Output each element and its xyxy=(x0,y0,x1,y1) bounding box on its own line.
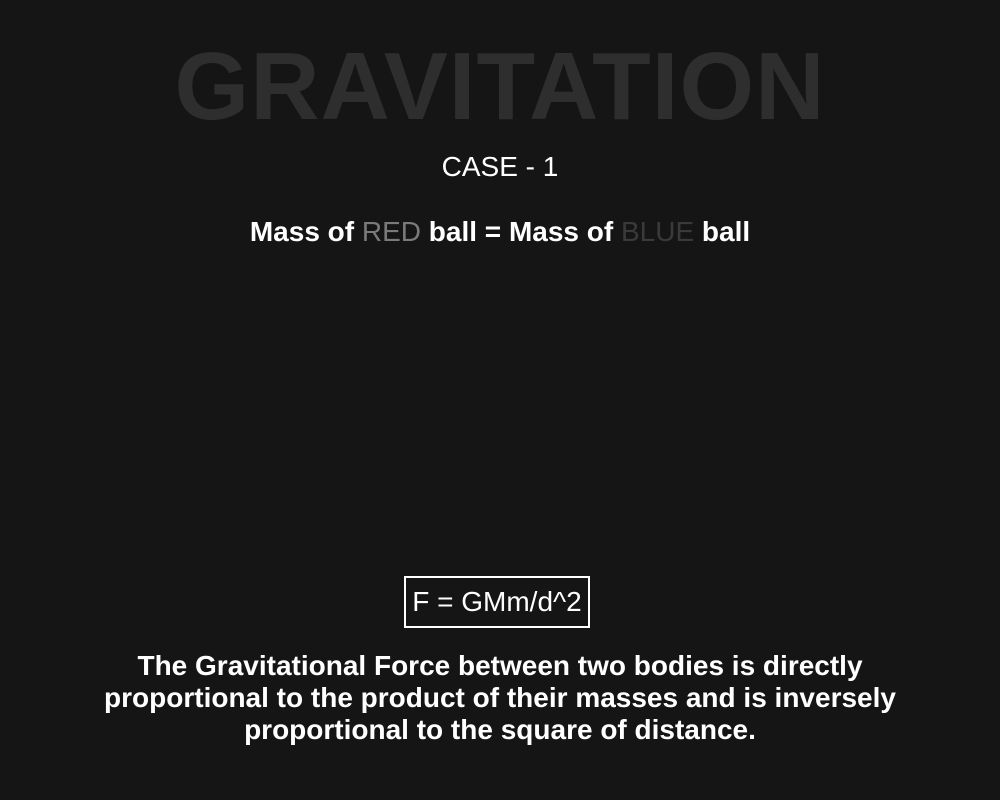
blue-ball-label: BLUE xyxy=(620,216,695,247)
law-description xyxy=(40,650,960,746)
app-title: GRAVITATION xyxy=(174,33,826,140)
red-ball-label: RED xyxy=(361,216,422,247)
simulation-area xyxy=(0,260,1000,560)
law-line-3: proportional to the square of distance. xyxy=(244,714,756,745)
case-label: CASE - 1 xyxy=(441,151,559,182)
mass-statement-middle: ball = Mass of xyxy=(421,216,621,247)
mass-statement-prefix: Mass of xyxy=(249,216,362,247)
law-line-1: The Gravitational Force between two bodies is directly xyxy=(137,650,863,681)
law-line-2: proportional to the product of their masses and is inversely xyxy=(104,682,896,713)
formula-box: F = GMm/d^2 xyxy=(404,576,590,628)
mass-statement xyxy=(0,214,1000,250)
mass-statement-suffix: ball xyxy=(694,216,751,247)
